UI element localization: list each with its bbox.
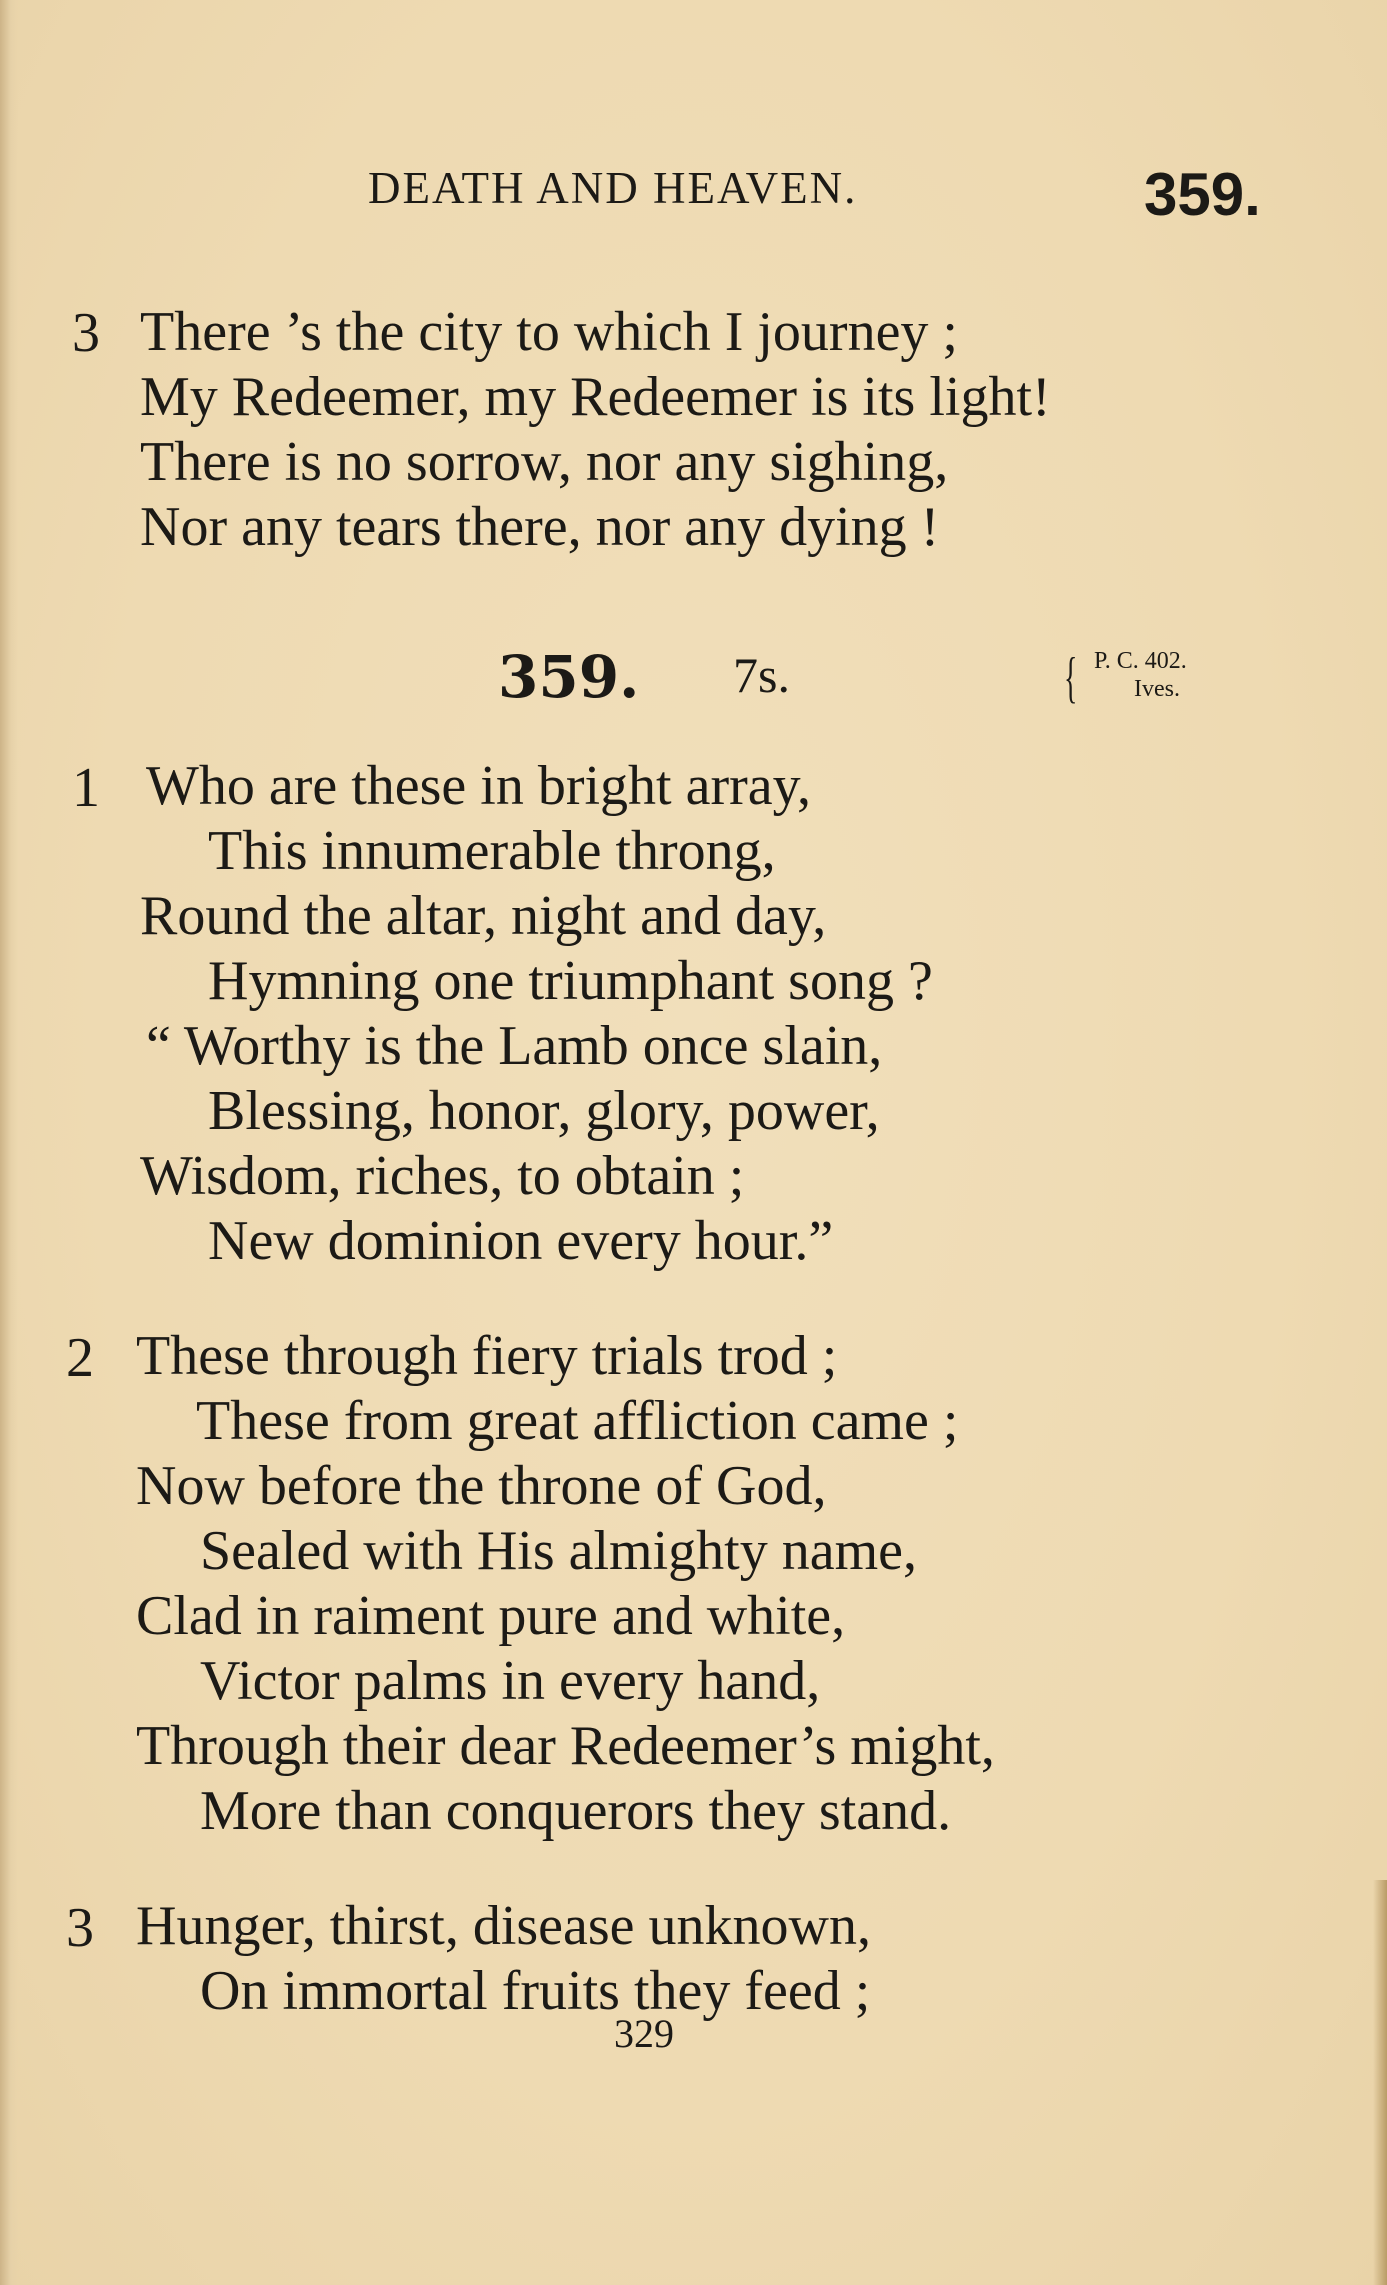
page-binding-edge (0, 0, 18, 2285)
verse-line: My Redeemer, my Redeemer is its light! (140, 366, 1051, 428)
verse-line: Round the altar, night and day, (140, 885, 827, 947)
stanza-number: 3 (72, 302, 100, 364)
brace-glyph: { (1064, 647, 1078, 709)
verse-line: Nor any tears there, nor any dying ! (140, 496, 940, 558)
verse-line: Through their dear Redeemer’s might, (136, 1715, 995, 1777)
hymn-number: 359. (498, 643, 640, 711)
verse-line: This innumerable throng, (208, 820, 776, 882)
stanza-number: 1 (72, 757, 100, 819)
tune-ref: P. C. 402. (1094, 648, 1187, 674)
verse-line: Victor palms in every hand, (200, 1650, 821, 1712)
hymn-meter: 7s. (733, 647, 790, 703)
verse-line: Blessing, honor, glory, power, (208, 1080, 880, 1142)
verse-line: Wisdom, riches, to obtain ; (140, 1145, 745, 1207)
verse-line: Now before the throne of God, (136, 1455, 827, 1517)
verse-line: “ Worthy is the Lamb once slain, (146, 1015, 883, 1077)
page-right-edge-shadow (1373, 1880, 1387, 2285)
verse-line: There is no sorrow, nor any sighing, (140, 431, 949, 493)
verse-line: These through fiery trials trod ; (136, 1325, 838, 1387)
stanza-number: 2 (66, 1327, 94, 1389)
verse-line: There ’s the city to which I journey ; (140, 301, 958, 363)
verse-line: Sealed with His almighty name, (200, 1520, 917, 1582)
verse-line: Hymning one triumphant song ? (208, 950, 933, 1012)
page-number: 359. (1144, 161, 1261, 228)
stanza-number: 3 (66, 1897, 94, 1959)
verse-line: Who are these in bright array, (146, 755, 811, 817)
verse-line: Hunger, thirst, disease unknown, (136, 1895, 871, 1957)
verse-line: These from great affliction came ; (196, 1390, 959, 1452)
verse-line: Clad in raiment pure and white, (136, 1585, 846, 1647)
verse-line: More than conquerors they stand. (200, 1780, 952, 1842)
tune-name: Ives. (1134, 676, 1180, 702)
running-header: DEATH AND HEAVEN. (368, 163, 858, 213)
verse-line: New dominion every hour.” (208, 1210, 834, 1272)
printer-signature: 329 (614, 2011, 674, 2056)
verse-line: On immortal fruits they feed ; (200, 1960, 871, 2022)
